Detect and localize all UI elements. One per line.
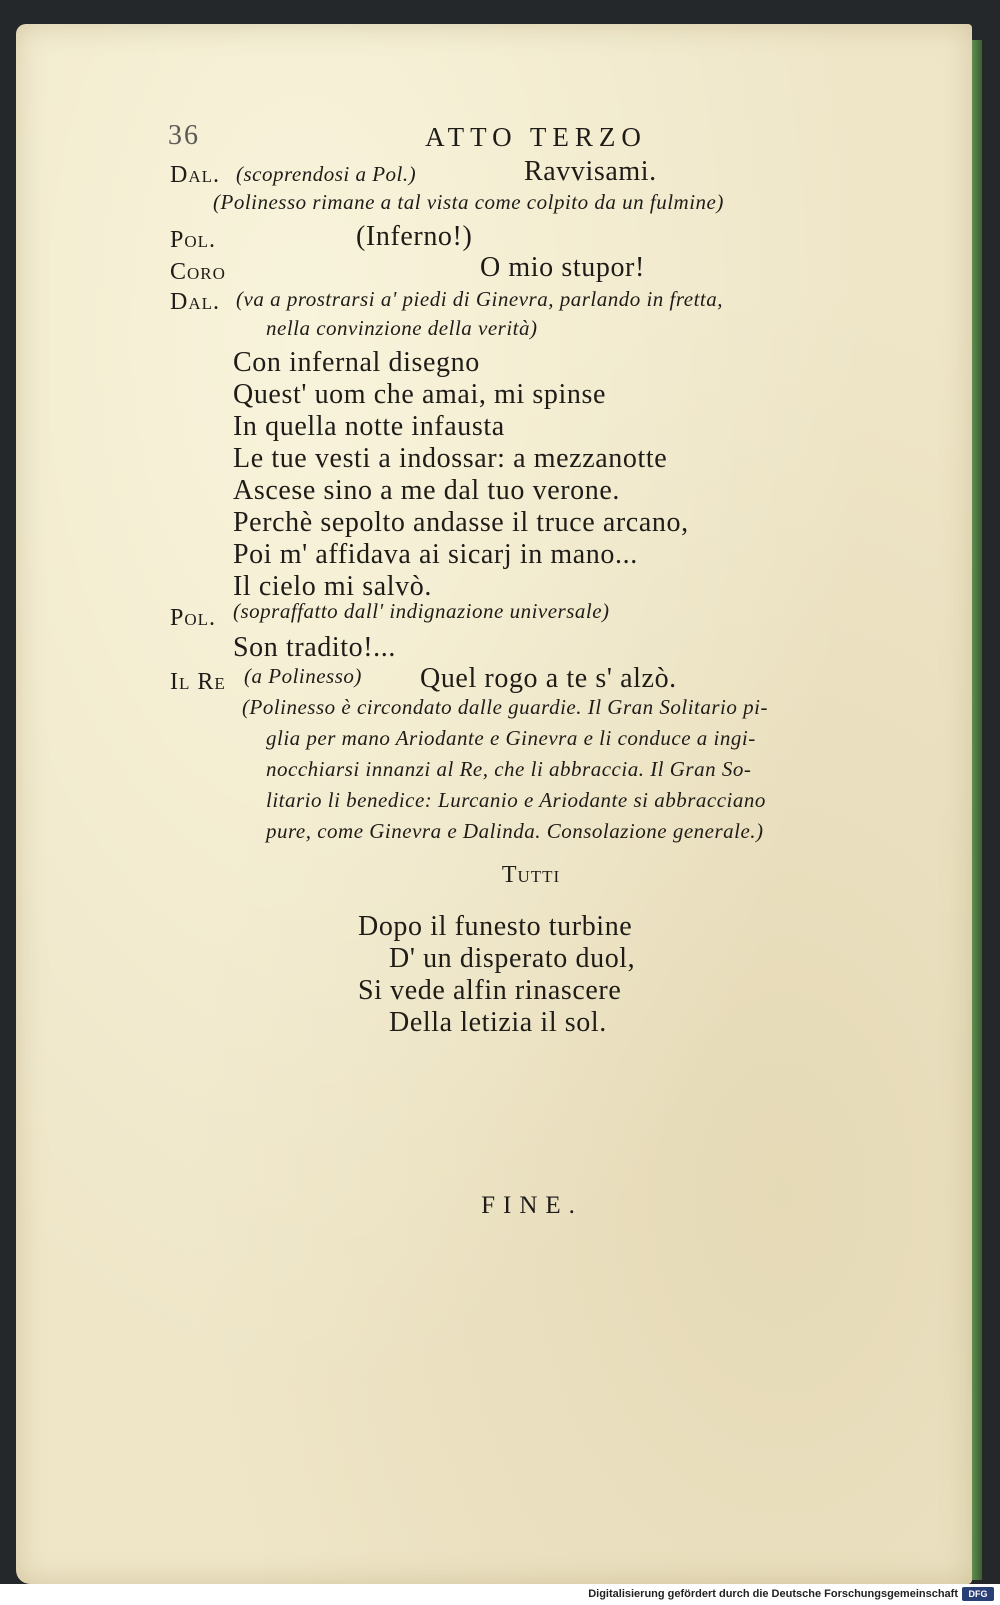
stage-direction: (va a prostrarsi a' piedi di Ginevra, parlando in fretta, (236, 287, 724, 311)
verse-line: Quel rogo a te s' alzò. (420, 663, 677, 694)
verse-line: Perchè sepolto andasse il truce arcano, (233, 507, 689, 538)
verse-line: Si vede alfin rinascere (358, 975, 622, 1006)
verse-line: Il cielo mi salvò. (233, 571, 432, 602)
speaker-dal: Dal. (170, 162, 220, 188)
verse-line: D' un disperato duol, (389, 943, 636, 974)
footer-credit: Digitalisierung gefördert durch die Deutsche Forschungsgemeinschaft (588, 1588, 958, 1600)
verse-line: Poi m' affidava ai sicarj in mano... (233, 539, 638, 570)
verse-line: Dopo il funesto turbine (358, 911, 633, 942)
page-header: ATTO TERZO (425, 122, 647, 152)
stage-direction: nella convinzione della verità) (266, 316, 538, 340)
verse-line: (Inferno!) (356, 221, 473, 252)
stage-direction: glia per mano Ariodante e Ginevra e li conduce a ingi- (266, 726, 756, 750)
verse-line: Le tue vesti a indossar: a mezzanotte (233, 443, 668, 474)
speaker-dal: Dal. (170, 289, 220, 315)
digitization-footer (0, 1584, 1000, 1605)
stage-direction: nocchiarsi innanzi al Re, che li abbraccia. Il Gran So- (266, 757, 752, 781)
verse-line: Quest' uom che amai, mi spinse (233, 379, 606, 410)
stage-direction: (a Polinesso) (244, 664, 362, 688)
end-mark: FINE. (481, 1192, 583, 1219)
stage-direction: (scoprendosi a Pol.) (236, 162, 417, 186)
verse-line: Ravvisami. (524, 156, 657, 187)
stage-direction: (Polinesso rimane a tal vista come colpito da un fulmine) (213, 190, 724, 214)
speaker-pol: Pol. (170, 605, 217, 631)
book-page (16, 24, 972, 1584)
speaker-tutti: Tutti (501, 862, 561, 888)
verse-line: In quella notte infausta (233, 411, 505, 442)
verse-line: Con infernal disegno (233, 347, 480, 378)
verse-line: Ascese sino a me dal tuo verone. (233, 475, 620, 506)
stage-direction: litario li benedice: Lurcanio e Ariodante si abbracciano (266, 788, 766, 812)
stage-direction: pure, come Ginevra e Dalinda. Consolazione generale.) (266, 819, 764, 843)
dfg-logo: DFG (962, 1587, 994, 1601)
stage-direction: (Polinesso è circondato dalle guardie. Il Gran Solitario pi- (242, 695, 768, 719)
page-number: 36 (168, 120, 200, 151)
verse-line: Della letizia il sol. (389, 1007, 607, 1038)
speaker-pol: Pol. (170, 227, 217, 253)
speaker-il-re: Il Re (170, 669, 226, 695)
verse-line: Son tradito!... (233, 632, 396, 663)
speaker-coro: Coro (170, 259, 226, 285)
verse-line: O mio stupor! (480, 252, 645, 283)
stage-direction: (sopraffatto dall' indignazione universale) (233, 599, 610, 623)
